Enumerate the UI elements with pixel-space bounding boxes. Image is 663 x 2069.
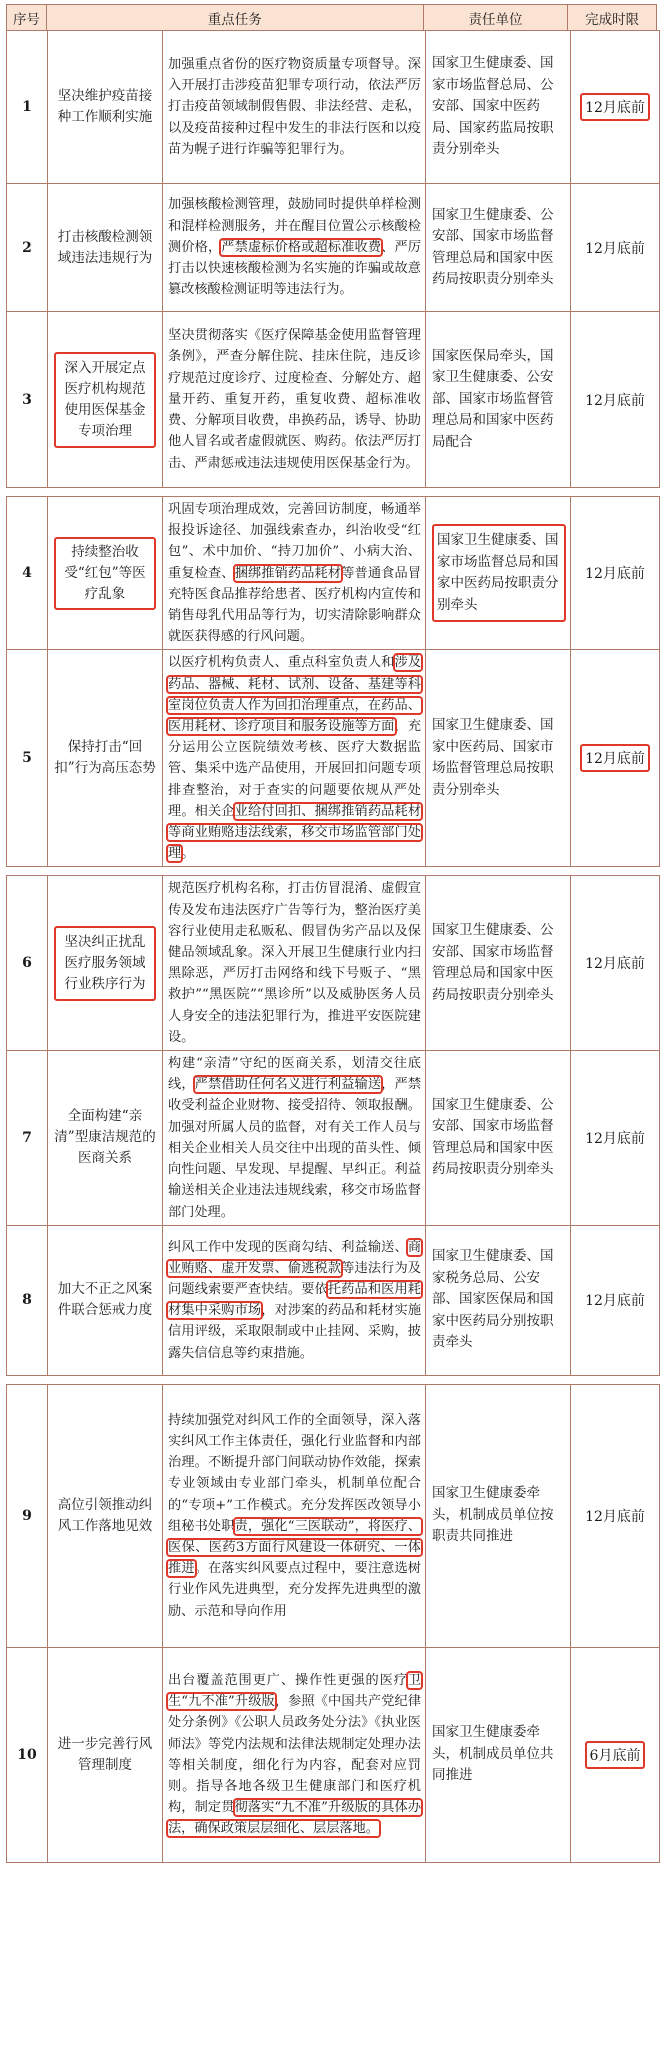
table-row	[7, 650, 660, 867]
table-row	[7, 31, 660, 184]
row-task-name: 全面构建“亲清”型康洁规范的医商关系	[48, 1051, 163, 1226]
row-number: 6	[7, 876, 48, 1051]
row-deadline: 12月底前	[571, 184, 660, 312]
content-highlight: 彻落实“九不准”升级版的具体办法，确保政策层层细化、层层落地。	[168, 1800, 422, 1837]
row-deadline: 12月底前	[571, 312, 660, 488]
content-highlight: 责，强化“三医联动”，将医疗、医保、医药3方面行风建设一体研究、一体推进	[168, 1518, 422, 1577]
row-task-content	[163, 497, 426, 650]
header-task: 重点任务	[47, 5, 424, 30]
table-block-3	[6, 875, 657, 1375]
table-header	[6, 4, 657, 30]
row-deadline: 12月底前	[571, 1384, 660, 1647]
content-text: 。在落实纠风要点过程中，要注意选树行业作风先进典型，充分发挥先进典型的激励、示范和导向作用	[168, 1561, 422, 1619]
task-table-4	[6, 1384, 660, 1863]
content-text: 。	[181, 846, 195, 862]
table-block-1	[6, 4, 657, 488]
row-number: 5	[7, 650, 48, 867]
content-text: 等违法行为及问题线索要严查快结。要依	[168, 1260, 422, 1297]
task-name-highlight: 坚决纠正扰乱医疗服务领域行业秩序行为	[54, 926, 156, 1001]
table-row	[7, 1225, 660, 1375]
content-highlight: 严禁借助任何名义进行利益输送	[194, 1077, 382, 1093]
deadline-highlight: 12月底前	[580, 93, 650, 121]
content-text: 构建“亲清”守纪的医商关系，划清交往底线，	[168, 1056, 421, 1093]
table-row	[7, 184, 660, 312]
content-text: 早发现、早提醒、早纠正。利益输送相关企业违法违规线索，移交市场监督部门处理。	[168, 1162, 422, 1220]
content-highlight: 涉及药品、器械、耗材、试剂、设备、基建等科室岗位负责人作为回扣治理重点，在药品、医用耗材、诊疗项目和服务设施等方面	[168, 655, 422, 735]
row-number: 10	[7, 1647, 48, 1862]
row-responsible-unit: 国家卫生健康委、公安部、国家市场监督管理总局和国家中医药局按职责分别牵头	[426, 184, 571, 312]
content-text: 持续加强党对纠风工作的全面领导，深入落实纠风工作主体责任，强化行业监督和内部治理。不断提升部门间联动协作效能，探索专业领域由专业部门牵头，机制单位配合的“专项+”工作模式。充分发挥医改领导小组秘书处职	[168, 1412, 421, 1534]
row-responsible-unit: 国家医保局牵头，国家卫生健康委、公安部、国家市场监督管理总局和国家中医药局配合	[426, 312, 571, 488]
row-responsible-unit: 国家卫生健康委牵头，机制成员单位按职责共同推进	[426, 1384, 571, 1647]
row-task-content: 加强重点省份的医疗物资质量专项督导。深入开展打击涉疫苗犯罪专项行动，依法严厉打击疫苗领域制假售假、非法经营、走私，以及疫苗接种过程中发生的非法行医和以疫苗为幌子进行诈骗等犯罪行为。	[163, 31, 426, 184]
content-text: ，严禁收受利益企业财物、接受招待、领取报酬。加强对所属人员的监督，对有关工作人员与相关企业相关人员交往中出现的苗头性、倾向性问题、	[168, 1077, 422, 1178]
row-responsible-unit-cell	[426, 497, 571, 650]
table-row	[7, 876, 660, 1051]
row-deadline-cell	[571, 31, 660, 184]
row-responsible-unit: 国家卫生健康委、公安部、国家市场监督管理总局和国家中医药局按职责分别牵头	[426, 876, 571, 1051]
content-text: 巩固专项治理成效，完善回访制度，畅通举报投诉途径、加强线索查办，纠治收受“红包”、术中加价、“持刀加价”、小病大治、重复检查、	[168, 502, 421, 581]
content-highlight: 业给付回扣、捆绑推销药品耗材等商业贿赂违法线索，移交市场监管部门处理	[168, 803, 422, 862]
task-table-1	[6, 30, 660, 488]
content-text: 出台覆盖范围更广、操作性更强的医疗	[168, 1672, 408, 1688]
row-responsible-unit: 国家卫生健康委、公安部、国家市场监督管理总局和国家中医药局按职责分别牵头	[426, 1051, 571, 1226]
row-task-name-cell	[48, 876, 163, 1051]
row-task-name: 进一步完善行风管理制度	[48, 1647, 163, 1862]
content-highlight: 捆绑推销药品耗材	[234, 565, 342, 581]
content-highlight: 托药品和医用耗材集中采购市场	[168, 1282, 421, 1319]
row-number: 1	[7, 31, 48, 184]
table-block-2	[6, 496, 657, 867]
row-task-name: 坚决维护疫苗接种工作顺利实施	[48, 31, 163, 184]
unit-highlight: 国家卫生健康委、国家市场监督总局和国家中医药局按职责分别牵头	[432, 524, 566, 622]
row-responsible-unit: 国家卫生健康委、国家中医药局、国家市场监督管理总局按职责分别牵头	[426, 650, 571, 867]
row-task-name: 保持打击“回扣”行为高压态势	[48, 650, 163, 867]
content-text: ，充分运用公立医院绩效考核、医疗大数据监管、集采中选产品使用，开展回扣问题专项排查整治，对于查实的问题要依规从严处理。相关企	[168, 719, 422, 819]
table-row	[7, 1384, 660, 1647]
content-highlight: 严禁虚标价格或超标准收费	[221, 239, 382, 255]
row-task-content	[163, 1647, 426, 1862]
table-row	[7, 312, 660, 488]
row-task-content	[163, 650, 426, 867]
row-task-content: 坚决贯彻落实《医疗保障基金使用监督管理条例》，严查分解住院、挂床住院，违反诊疗规范过度诊疗、过度检查、分解处方、超量开药、重复开药，重复收费、超标准收费、分解项目收费，串换药品，诱导、协助他人冒名或者虚假就医、购药。依法严厉打击、严肃惩戒违法违规使用医保基金行为。	[163, 312, 426, 488]
row-deadline-cell	[571, 1647, 660, 1862]
row-task-name-cell	[48, 312, 163, 488]
content-highlight: 商业贿赂、虚开发票、偷逃税款	[168, 1239, 421, 1276]
table-row	[7, 1051, 660, 1226]
deadline-highlight: 6月底前	[585, 1741, 646, 1769]
row-deadline: 12月底前	[571, 1051, 660, 1226]
row-task-content	[163, 184, 426, 312]
content-text: 等普通食品冒充特医食品推荐给患者、医疗机构内宣传和销售母乳代用品等行为，切实清除影响群众就医获得感的行风问题。	[168, 565, 422, 645]
row-number: 4	[7, 497, 48, 650]
row-task-name: 高位引领推动纠风工作落地见效	[48, 1384, 163, 1647]
task-name-highlight: 深入开展定点医疗机构规范使用医保基金专项治理	[54, 352, 156, 448]
table-row	[7, 497, 660, 650]
row-task-name-cell	[48, 497, 163, 650]
row-task-content	[163, 1051, 426, 1226]
content-text: 以医疗机构负责人、重点科室负责人和	[168, 655, 395, 671]
header-unit: 责任单位	[424, 5, 569, 30]
document-sheet	[6, 4, 657, 1863]
row-task-content	[163, 1384, 426, 1647]
content-text: 加强核酸检测管理，鼓励同时提供单样检测和混样检测服务，并在醒目位置公示核酸检测价格，	[168, 197, 421, 255]
row-task-content	[163, 1225, 426, 1375]
content-text: ，对涉案的药品和耗材实施信用评级，采取限制或中止挂网、采购，披露失信信息等约束措施。	[168, 1303, 422, 1361]
row-deadline: 12月底前	[571, 876, 660, 1051]
row-task-name: 加大不正之风案件联合惩戒力度	[48, 1225, 163, 1375]
task-name-highlight: 持续整治收受“红包”等医疗乱象	[54, 537, 156, 610]
row-number: 8	[7, 1225, 48, 1375]
content-text: ，参照《中国共产党纪律处分条例》《公职人员政务处分法》《执业医师法》等党内法规和法律法规制定处理办法等相关制度，细化行为内容，配套对应罚则。指导各地各级卫生健康部门和医疗机构，制定贯	[168, 1694, 422, 1816]
row-task-name: 打击核酸检测领域违法违规行为	[48, 184, 163, 312]
content-text: 纠风工作中发现的医商勾结、利益输送、	[168, 1239, 408, 1255]
row-number: 3	[7, 312, 48, 488]
table-block-4	[6, 1384, 657, 1863]
table-row	[7, 1647, 660, 1862]
task-table-3	[6, 875, 660, 1375]
row-number: 9	[7, 1384, 48, 1647]
row-responsible-unit: 国家卫生健康委、国家市场监督总局、公安部、国家中医药局、国家药监局按职责分别牵头	[426, 31, 571, 184]
row-number: 7	[7, 1051, 48, 1226]
row-responsible-unit: 国家卫生健康委牵头，机制成员单位共同推进	[426, 1647, 571, 1862]
row-responsible-unit: 国家卫生健康委、国家税务总局、公安部、国家医保局和国家中医药局分别按职责牵头	[426, 1225, 571, 1375]
content-highlight: 卫生“九不准”升级版	[168, 1672, 421, 1710]
task-table-2	[6, 496, 660, 867]
row-number: 2	[7, 184, 48, 312]
row-deadline: 12月底前	[571, 1225, 660, 1375]
row-deadline-cell	[571, 650, 660, 867]
header-no: 序号	[7, 5, 47, 30]
deadline-highlight: 12月底前	[580, 744, 650, 772]
row-task-content: 规范医疗机构名称，打击仿冒混淆、虚假宣传及发布违法医疗广告等行为，整治医疗美容行业使用走私贩私、假冒伪劣产品以及保健品领域乱象。深入开展卫生健康行业内扫黑除恶，严厉打击网络和线下号贩子、“黑救护”“黑医院”“黑诊所”以及威胁医务人员人身安全的违法犯罪行为，推进平安医院建设。	[163, 876, 426, 1051]
header-deadline: 完成时限	[585, 11, 640, 28]
row-deadline: 12月底前	[571, 497, 660, 650]
content-text: 、严厉打击以快速核酸检测为名实施的诈骗或故意篡改核酸检测证明等违法行为。	[168, 239, 422, 298]
